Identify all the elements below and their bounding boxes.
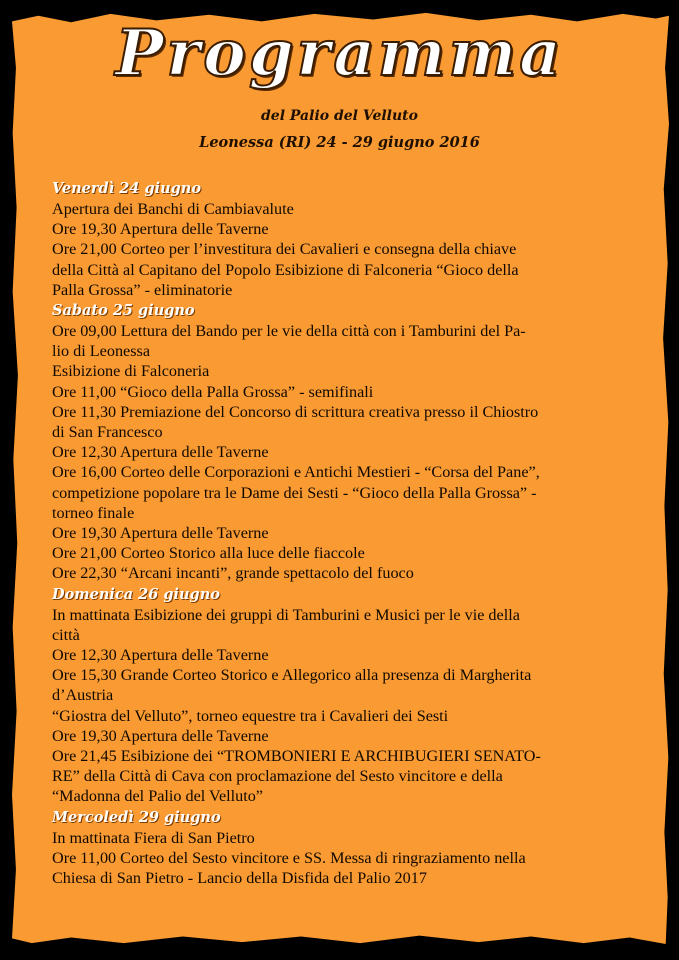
program-line: della Città al Capitano del Popolo Esibizione di Falconeria “Gioco della <box>52 260 519 279</box>
program-line: Ore 11,30 Premiazione del Concorso di scrittura creativa presso il Chiostro <box>52 402 539 421</box>
program-line: Ore 16,00 Corteo delle Corporazioni e Antichi Mestieri - “Corsa del Pane”, <box>52 463 540 482</box>
day-heading-sabato: Sabato 25 giugno <box>52 302 195 320</box>
program-line: In mattinata Fiera di San Pietro <box>52 828 255 847</box>
event-subtitle: del Palio del Velluto <box>261 108 418 124</box>
program-content <box>52 178 632 888</box>
day-heading-venerdi: Venerdì 24 giugno <box>52 180 202 197</box>
program-line: torneo finale <box>52 503 135 522</box>
program-line: Ore 19,30 Apertura delle Taverne <box>52 524 269 543</box>
program-line: Ore 12,30 Apertura delle Taverne <box>52 646 269 665</box>
program-line: Ore 19,30 Apertura delle Taverne <box>52 220 269 239</box>
program-line: Palla Grossa” - eliminatorie <box>52 280 233 299</box>
program-line: Ore 21,00 Corteo per l’investitura dei Cavalieri e consegna della chiave <box>52 240 517 259</box>
program-line: di San Francesco <box>52 423 163 442</box>
event-location-dates: Leonessa (RI) 24 - 29 giugno 2016 <box>199 134 480 151</box>
page-title: Programma <box>115 16 564 91</box>
program-line: Ore 11,00 Corteo del Sesto vincitore e SS. Messa di ringraziamento nella <box>52 848 526 867</box>
program-line: Esibizione di Falconeria <box>52 362 210 381</box>
program-line: Ore 09,00 Lettura del Bando per le vie della città con i Tamburini del Pa- <box>52 322 526 341</box>
program-line: “Giostra del Velluto”, torneo equestre tra i Cavalieri dei Sesti <box>52 706 449 725</box>
program-line: Ore 12,30 Apertura delle Taverne <box>52 443 269 462</box>
program-line: Ore 19,30 Apertura delle Taverne <box>52 726 269 745</box>
program-line: “Madonna del Palio del Velluto” <box>52 787 263 806</box>
program-line: Ore 21,45 Esibizione dei “TROMBONIERI E ARCHIBUGIERI SENATO- <box>52 747 541 766</box>
program-line: Chiesa di San Pietro - Lancio della Disfida del Palio 2017 <box>52 869 427 888</box>
program-line: Apertura dei Banchi di Cambiavalute <box>52 200 294 218</box>
day-heading-mercoledi: Mercoledì 29 giugno <box>52 808 221 826</box>
program-line: Ore 11,00 “Gioco della Palla Grossa” - semifinali <box>52 382 374 401</box>
program-line: Ore 22,30 “Arcani incanti”, grande spettacolo del fuoco <box>52 564 414 583</box>
program-line: lio di Leonessa <box>52 342 151 361</box>
program-line: Ore 15,30 Grande Corteo Storico e Allegorico alla presenza di Margherita <box>52 666 532 685</box>
program-line: Ore 21,00 Corteo Storico alla luce delle fiaccole <box>52 544 365 563</box>
program-line: d’Austria <box>52 686 114 705</box>
program-line: città <box>52 625 80 644</box>
program-line: competizione popolare tra le Dame dei Sesti - “Gioco della Palla Grossa” - <box>52 483 537 502</box>
program-line: RE” della Città di Cava con proclamazione del Sesto vincitore e della <box>52 767 503 786</box>
program-line: In mattinata Esibizione dei gruppi di Tamburini e Musici per le vie della <box>52 605 520 624</box>
day-heading-domenica: Domenica 26 giugno <box>52 585 220 603</box>
